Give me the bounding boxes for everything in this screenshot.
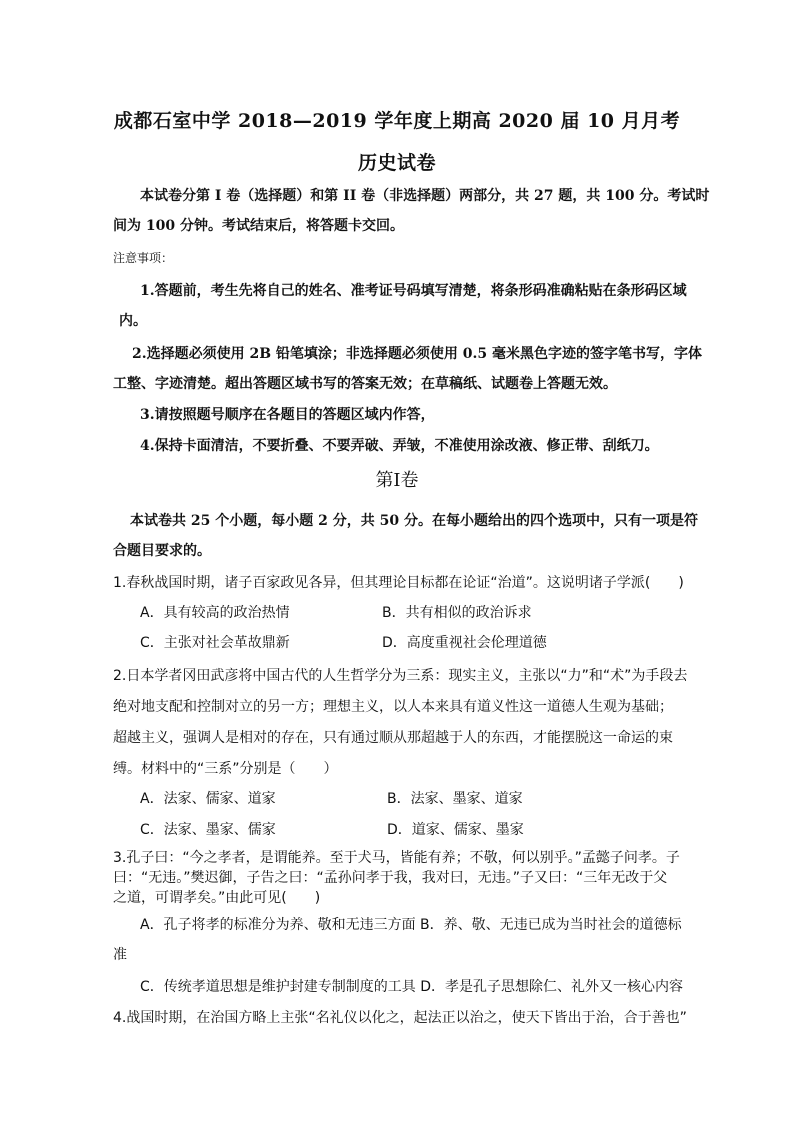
exam-subtitle: 历史试卷 (357, 152, 436, 174)
question-1-option-d: D．高度重视社会伦理道德 (382, 635, 547, 651)
exam-title: 成都石室中学 2018—2019 学年度上期高 2020 届 10 月月考 (113, 110, 681, 132)
question-3-stem: 之道，可谓孝矣。”由此可见( ) (113, 890, 321, 906)
section-instruction: 本试卷共 25 个小题，每小题 2 分，共 50 分。在每小题给出的四个选项中，只有一项是符 (130, 513, 698, 529)
notice-item: 1.答题前，考生先将自己的姓名、准考证号码填写清楚，将条形码准确粘贴在条形码区域 (140, 283, 687, 299)
notice-item: 内。 (119, 313, 147, 329)
question-3-option-cd: C．传统孝道思想是维护封建专制制度的工具 D．孝是孔子思想除仁、礼外又一核心内容 (140, 979, 684, 995)
intro-line: 间为 100 分钟。考试结束后，将答题卡交回。 (113, 218, 404, 234)
question-1-option-c: C．主张对社会革故鼎新 (140, 635, 290, 651)
question-2-option-c: C．法家、墨家、儒家 (140, 822, 276, 838)
notice-item: 3.请按照题号顺序在各题目的答题区域内作答， (140, 407, 435, 423)
question-1-stem: 1.春秋战国时期，诸子百家政见各异，但其理论目标都在论证“治道”。这说明诸子学派( ) (113, 575, 684, 591)
section-instruction: 合题目要求的。 (113, 543, 211, 559)
question-2-option-d: D．道家、儒家、墨家 (387, 822, 524, 838)
notice-heading: 注意事项： (113, 251, 174, 265)
notice-item: 2.选择题必须使用 2B 铅笔填涂；非选择题必须使用 0.5 毫米黑色字迹的签字笔书写，字体 (132, 346, 703, 362)
question-2-stem: 缚。材料中的“三系”分别是（ ） (113, 761, 338, 777)
section-title: 第Ⅰ卷 (375, 470, 419, 491)
question-2-option-a: A．法家、儒家、道家 (140, 791, 276, 807)
question-2-stem: 2.日本学者冈田武彦将中国古代的人生哲学分为三系：现实主义，主张以“力”和“术”为手段去 (113, 668, 688, 684)
question-2-stem: 绝对地支配和控制对立的另一方；理想主义，以人本来具有道义性这一道德人生观为基础； (113, 699, 673, 715)
notice-item: 4.保持卡面清洁，不要折叠、不要弄破、弄皱，不准使用涂改液、修正带、刮纸刀。 (140, 438, 659, 454)
notice-item: 工整、字迹清楚。超出答题区域书写的答案无效；在草稿纸、试题卷上答题无效。 (113, 376, 617, 392)
question-3-stem: 曰：“无违。”樊迟御，子告之曰：“孟孙问孝于我，我对曰，无违。”子又曰：“三年无改于父 (113, 870, 668, 886)
intro-line: 本试卷分第 I 卷（选择题）和第 II 卷（非选择题）两部分，共 27 题，共 100 分。考试时 (140, 188, 710, 204)
question-3-option-ab: A．孔子将孝的标准分为养、敬和无违三方面 B．养、敬、无违已成为当时社会的道德标 (140, 917, 682, 933)
question-3-option-wrap: 准 (113, 947, 127, 963)
question-4-stem: 4.战国时期，在治国方略上主张“名礼仪以化之，起法正以治之，使天下皆出于治，合于善也” (113, 1010, 687, 1026)
question-1-option-b: B．共有相似的政治诉求 (382, 605, 532, 621)
question-1-option-a: A．具有较高的政治热情 (140, 605, 290, 621)
question-3-stem: 3.孔子曰：“今之孝者，是谓能养。至于犬马，皆能有养；不敬，何以别乎。”孟懿子问孝。子 (113, 850, 680, 866)
question-2-option-b: B．法家、墨家、道家 (387, 791, 523, 807)
question-2-stem: 超越主义，强调人是相对的存在，只有通过顺从那超越于人的东西，才能摆脱这一命运的束 (113, 730, 673, 746)
